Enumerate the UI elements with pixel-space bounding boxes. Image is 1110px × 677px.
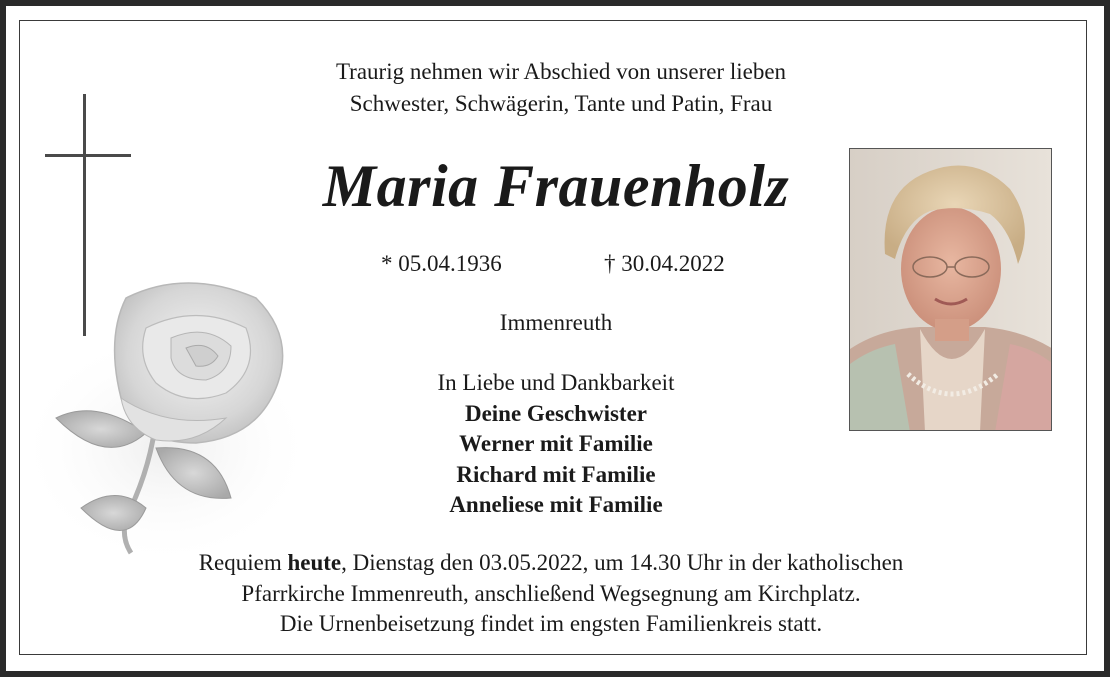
life-dates bbox=[381, 251, 761, 281]
cross-icon-bar bbox=[45, 154, 131, 157]
requiem-bold-word: heute bbox=[287, 550, 342, 575]
family-intro: In Liebe und Dankbarkeit bbox=[437, 370, 675, 395]
requiem-line1-rest: , Dienstag den 03.05.2022, um 14.30 Uhr in der katholischen bbox=[341, 550, 904, 575]
requiem-line-3: Die Urnenbeisetzung findet im engsten Familienkreis statt. bbox=[279, 611, 823, 636]
family-member: Werner mit Familie bbox=[459, 431, 653, 456]
intro-text bbox=[196, 56, 926, 120]
family-member: Deine Geschwister bbox=[464, 400, 648, 426]
death-date: † 30.04.2022 bbox=[604, 251, 725, 276]
deceased-name: Maria Frauenholz bbox=[322, 153, 790, 219]
birth-date: * 05.04.1936 bbox=[381, 251, 502, 276]
portrait-photo bbox=[849, 148, 1052, 431]
family-member: Richard mit Familie bbox=[456, 461, 656, 487]
family-block bbox=[196, 368, 916, 521]
requiem-line-2: Pfarrkirche Immenreuth, anschließend Wegsegnung am Kirchplatz. bbox=[241, 580, 861, 606]
requiem-line-1 bbox=[66, 548, 1036, 579]
intro-line-1: Traurig nehmen wir Abschied von unserer lieben bbox=[335, 59, 787, 84]
family-member: Anneliese mit Familie bbox=[449, 492, 663, 517]
requiem-prefix: Requiem bbox=[198, 550, 288, 575]
intro-line-2: Schwester, Schwägerin, Tante und Patin, Frau bbox=[349, 91, 773, 116]
place-name: Immenreuth bbox=[499, 310, 613, 335]
obituary-card bbox=[6, 6, 1104, 671]
requiem-text bbox=[66, 548, 1036, 640]
